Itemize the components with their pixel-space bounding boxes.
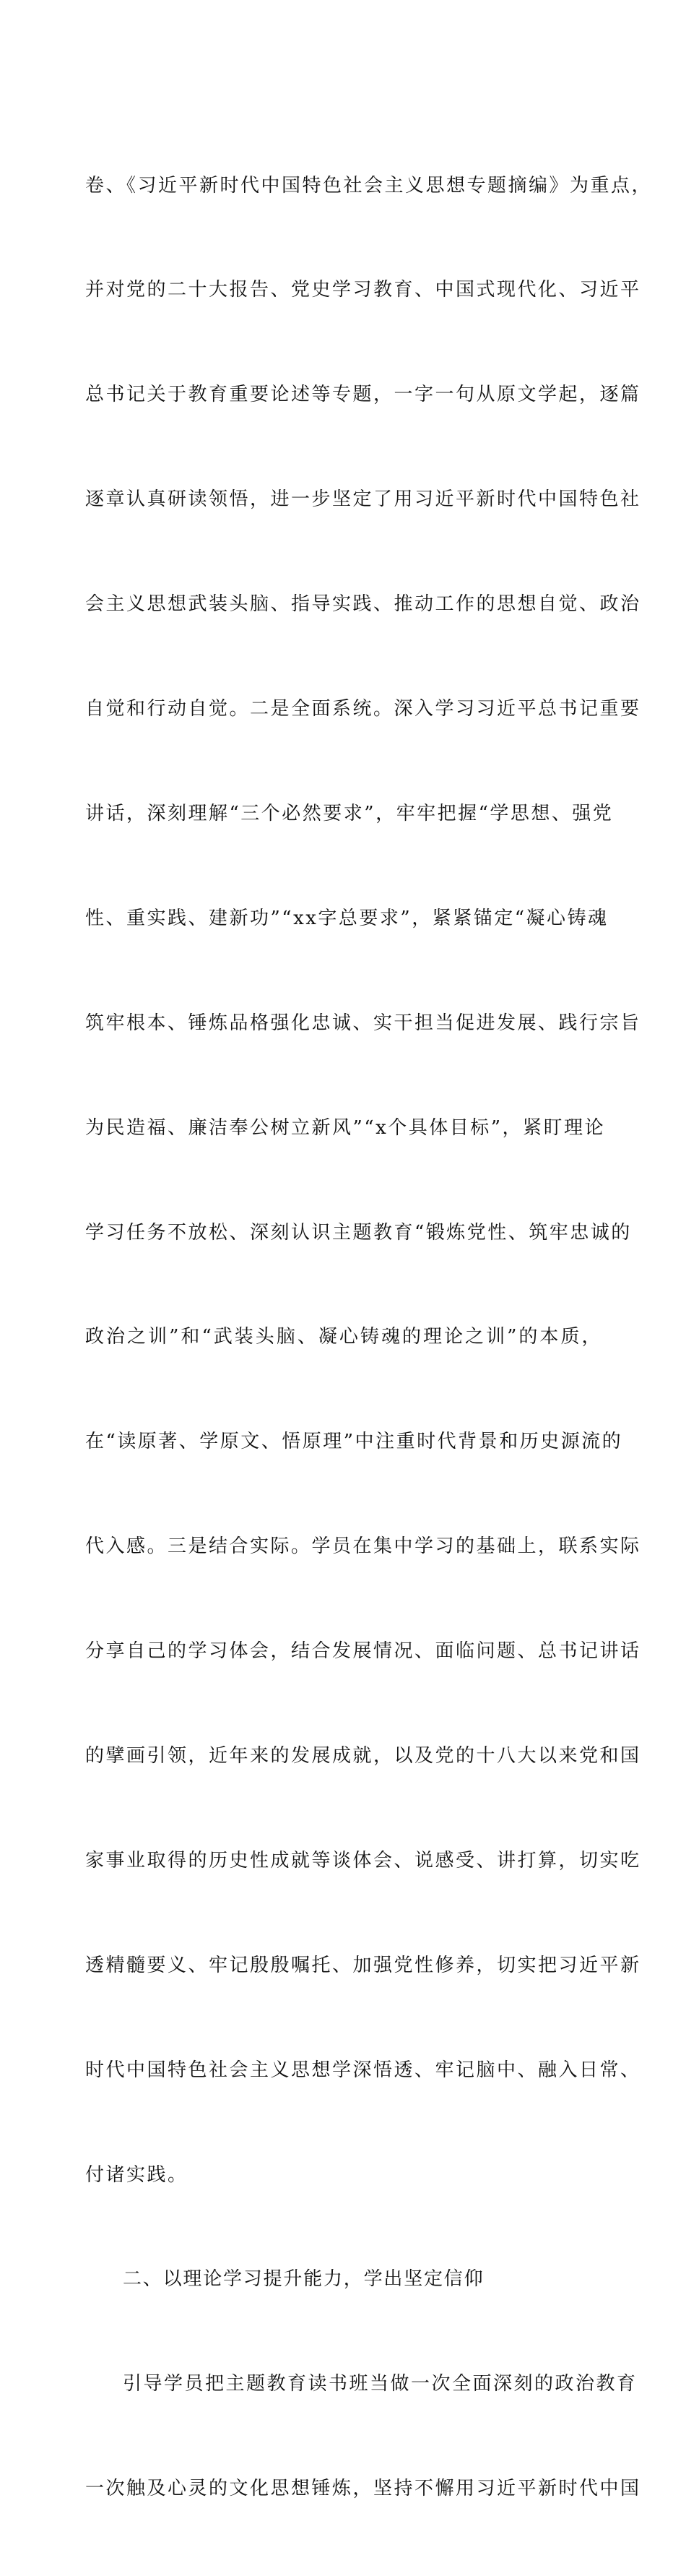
text-line: 并对党的二十大报告、党史学习教育、中国式现代化、习近平 — [85, 279, 641, 301]
text-line: 在“读原著、学原文、悟原理”中注重时代背景和历史源流的 — [85, 1431, 623, 1453]
text-line: 为民造福、廉洁奉公树立新风”“x个具体目标”，紧盯理论 — [85, 1116, 606, 1139]
text-line: 透精髓要义、牢记殷殷嘱托、加强党性修养，切实把习近平新 — [85, 1954, 641, 1976]
text-line: 总书记关于教育重要论述等专题，一字一句从原文学起，逐篇 — [85, 384, 641, 406]
text-line: 时代中国特色社会主义思想学深悟透、牢记脑中、融入日常、 — [85, 2059, 641, 2081]
text-line: 分享自己的学习体会，结合发展情况、面临问题、总书记讲话 — [85, 1640, 641, 1663]
text-line: 代入感。三是结合实际。学员在集中学习的基础上，联系实际 — [85, 1535, 641, 1558]
text-line-first: 引导学员把主题教育读书班当做一次全面深刻的政治教育 — [123, 2373, 638, 2395]
document-body — [85, 98, 653, 2576]
paragraph-1 — [85, 98, 653, 2262]
section-heading: 二、以理论学习提升能力，学出坚定信仰 — [123, 2268, 485, 2291]
text-line: 逐章认真研读领悟，进一步坚定了用习近平新时代中国特色社 — [85, 488, 641, 511]
text-line: 自觉和行动自觉。二是全面系统。深入学习习近平总书记重要 — [85, 698, 641, 720]
text-line: 会主义思想武装头脑、指导实践、推动工作的思想自觉、政治 — [85, 593, 641, 616]
text-line: 政治之训”和“武装头脑、凝心铸魂的理论之训”的本质， — [85, 1326, 602, 1348]
text-line: 卷、《习近平新时代中国特色社会主义思想专题摘编》为重点， — [85, 174, 653, 197]
text-line: 一次触及心灵的文化思想锤炼，坚持不懈用习近平新时代中国 — [85, 2478, 641, 2500]
text-line: 筑牢根本、锤炼品格强化忠诚、实干担当促进发展、践行宗旨 — [85, 1012, 641, 1034]
text-line: 家事业取得的历史性成就等谈体会、说感受、讲打算，切实吃 — [85, 1849, 641, 1871]
text-line-last: 付诸实践。 — [85, 2163, 188, 2186]
text-line: 性、重实践、建新功”“xx字总要求”，紧紧锚定“凝心铸魂 — [85, 907, 609, 929]
paragraph-2 — [85, 2297, 641, 2576]
text-line: 的擘画引领，近年来的发展成就，以及党的十八大以来党和国 — [85, 1744, 641, 1767]
text-line: 讲话，深刻理解“三个必然要求”，牢牢把握“学思想、强党 — [85, 802, 614, 824]
text-line: 学习任务不放松、深刻认识主题教育“锻炼党性、筑牢忠诚的 — [85, 1221, 632, 1244]
